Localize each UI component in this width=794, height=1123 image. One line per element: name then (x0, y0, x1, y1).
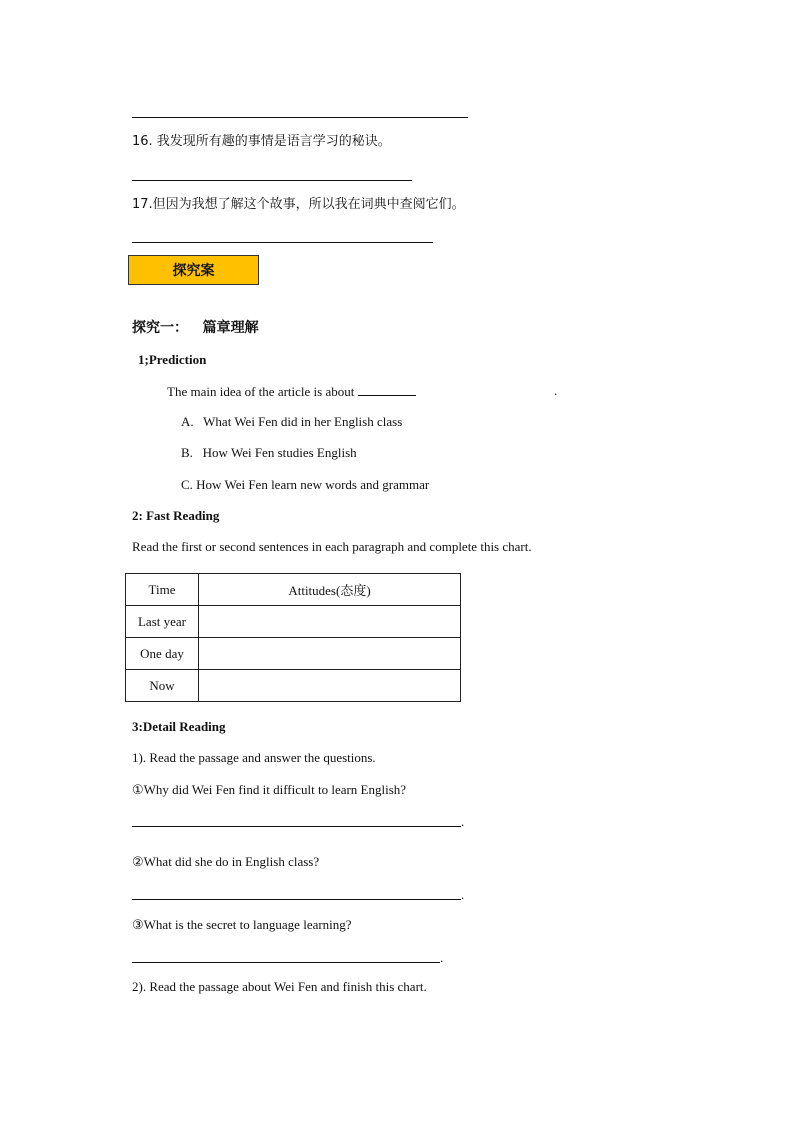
detail-question-3: ③What is the secret to language learning? (132, 917, 352, 932)
fast-reading-heading: 2: Fast Reading (132, 508, 220, 523)
answer-line-q1[interactable] (132, 826, 461, 827)
table-row (126, 670, 461, 702)
option-c: C. How Wei Fen learn new words and grammar (181, 477, 430, 492)
header-time: Time (126, 574, 199, 606)
answer-end-mark: . (440, 950, 444, 965)
answer-line-16 (132, 180, 412, 181)
row-attitude-cell[interactable] (199, 670, 461, 702)
answer-end-mark: . (461, 814, 465, 829)
answer-line-17 (132, 242, 433, 243)
question-16: 16. 我发现所有趣的事情是语言学习的秘诀。 (132, 134, 391, 149)
header-attitudes: Attitudes(态度) (199, 574, 461, 606)
option-a: A. What Wei Fen did in her English class (181, 414, 403, 429)
row-time-cell: One day (126, 638, 199, 670)
section-banner: 探究案 (128, 255, 259, 285)
table-row (126, 606, 461, 638)
prediction-stem (167, 383, 416, 400)
prediction-stem-end: . (554, 383, 558, 398)
section-title: 探究一： 篇章理解 (132, 320, 259, 336)
fast-reading-instruction: Read the first or second sentences in each paragraph and complete this chart. (132, 539, 532, 554)
answer-line-q3[interactable] (132, 962, 440, 963)
detail-part1-instruction: 1). Read the passage and answer the questions. (132, 750, 376, 765)
detail-part2-instruction: 2). Read the passage about Wei Fen and finish this chart. (132, 979, 427, 994)
option-b: B. How Wei Fen studies English (181, 445, 357, 460)
answer-line-q2[interactable] (132, 899, 461, 900)
row-attitude-cell[interactable] (199, 606, 461, 638)
row-time-cell: Last year (126, 606, 199, 638)
detail-reading-heading: 3:Detail Reading (132, 719, 226, 734)
answer-line-15 (132, 117, 468, 118)
prediction-answer-blank[interactable] (358, 383, 416, 396)
row-attitude-cell[interactable] (199, 638, 461, 670)
table-row (126, 638, 461, 670)
question-17: 17.但因为我想了解这个故事，所以我在词典中查阅它们。 (132, 197, 465, 212)
detail-question-1: ①Why did Wei Fen find it difficult to learn English? (132, 782, 407, 797)
attitude-chart (125, 573, 461, 702)
row-time-cell: Now (126, 670, 199, 702)
table-header-row (126, 574, 461, 606)
prediction-stem-text: The main idea of the article is about (167, 384, 355, 399)
prediction-heading: 1;Prediction (138, 352, 207, 367)
answer-end-mark: . (461, 887, 465, 902)
detail-question-2: ②What did she do in English class? (132, 854, 320, 869)
